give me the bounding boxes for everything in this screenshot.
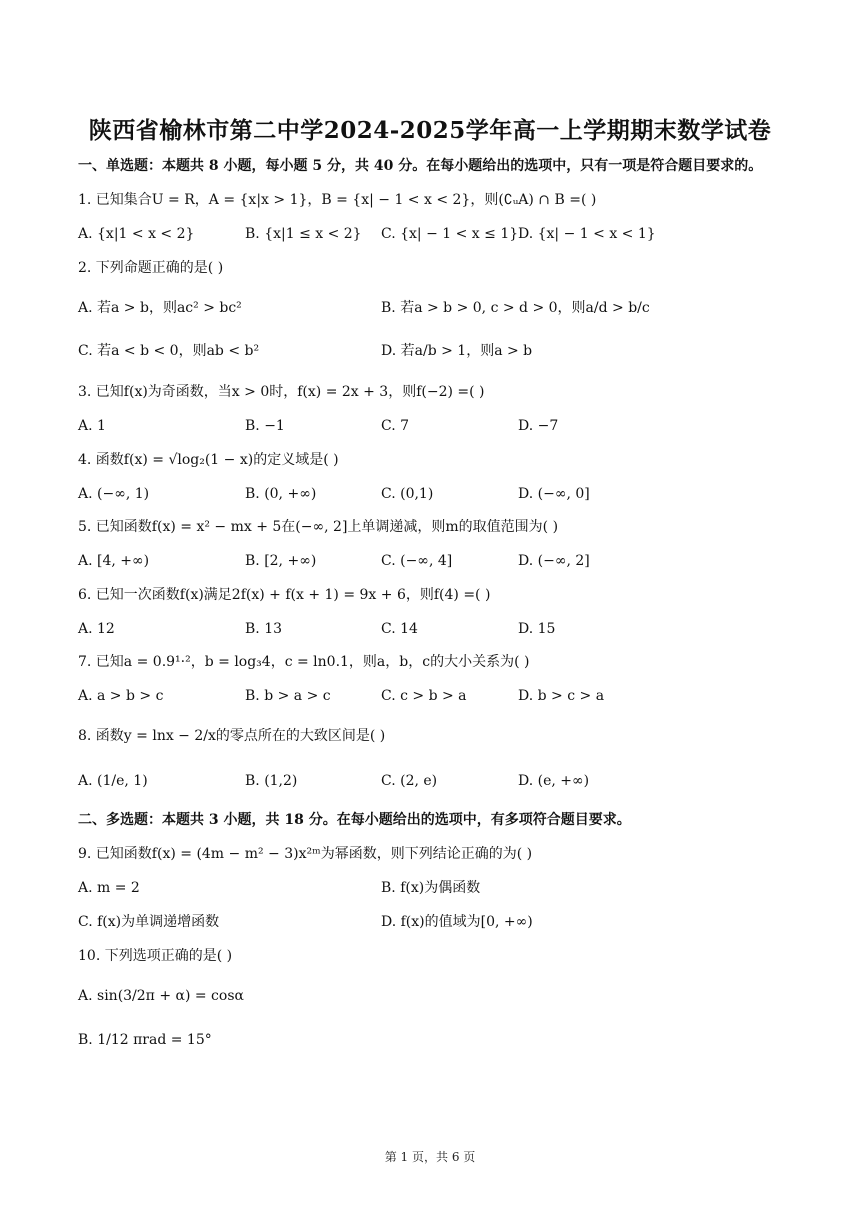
question-3-option-b: B. −1 [245,418,285,434]
question-1-option-d: D. {x| − 1 < x < 1} [518,226,656,242]
question-4-option-b: B. (0, +∞) [245,486,317,502]
question-6-option-c: C. 14 [381,621,418,637]
question-9-option-a: A. m = 2 [78,880,140,896]
question-9-stem: 9. 已知函数f(x) = (4m − m² − 3)x²ᵐ为幂函数，则下列结论正确的为( ) [78,846,533,862]
question-2-option-b: B. 若a > b > 0, c > d > 0，则a/d > b/c [381,300,650,316]
question-9-option-c: C. f(x)为单调递增函数 [78,914,220,930]
question-2-stem: 2. 下列命题正确的是( ) [78,260,224,276]
question-3-option-a: A. 1 [78,418,106,434]
question-8-option-b: B. (1,2) [245,773,298,789]
question-10-option-b: B. 1/12 πrad = 15° [78,1032,212,1048]
question-10-option-a: A. sin(3/2π + α) = cosα [78,988,244,1004]
question-6-option-a: A. 12 [78,621,115,637]
question-6-option-b: B. 13 [245,621,283,637]
question-2-option-d: D. 若a/b > 1，则a > b [381,343,533,359]
section-heading-single-choice: 一、单选题：本题共 8 小题，每小题 5 分，共 40 分。在每小题给出的选项中，只有一项是符合题目要求的。 [78,158,763,174]
question-9-option-d: D. f(x)的值域为[0, +∞) [381,914,533,930]
question-4-stem: 4. 函数f(x) = √log₂(1 − x)的定义域是( ) [78,452,339,468]
question-7-option-a: A. a > b > c [78,688,164,704]
question-5-stem: 5. 已知函数f(x) = x² − mx + 5在(−∞, 2]上单调递减，则m的取值范围为( ) [78,519,559,535]
question-2-option-a: A. 若a > b，则ac² > bc² [78,300,242,316]
question-1-option-c: C. {x| − 1 < x ≤ 1} [381,226,519,242]
question-5-option-d: D. (−∞, 2] [518,553,590,569]
question-5-option-b: B. [2, +∞) [245,553,317,569]
question-7-option-b: B. b > a > c [245,688,331,704]
question-8-stem: 8. 函数y = lnx − 2/x的零点所在的大致区间是( ) [78,728,386,744]
question-4-option-d: D. (−∞, 0] [518,486,590,502]
question-3-stem: 3. 已知f(x)为奇函数，当x > 0时，f(x) = 2x + 3，则f(−2) =( ) [78,384,485,400]
question-4-option-a: A. (−∞, 1) [78,486,150,502]
question-8-option-a: A. (1/e, 1) [78,773,148,789]
question-7-option-c: C. c > b > a [381,688,467,704]
question-6-stem: 6. 已知一次函数f(x)满足2f(x) + f(x + 1) = 9x + 6，则f(4) =( ) [78,587,491,603]
question-8-option-d: D. (e, +∞) [518,773,590,789]
section-heading-multiple-choice: 二、多选题：本题共 3 小题，共 18 分。在每小题给出的选项中，有多项符合题目要求。 [78,812,631,828]
page-footer: 第 1 页，共 6 页 [384,1150,476,1164]
question-2-option-c: C. 若a < b < 0，则ab < b² [78,343,260,359]
question-6-option-d: D. 15 [518,621,556,637]
question-8-option-c: C. (2, e) [381,773,438,789]
question-3-option-d: D. −7 [518,418,559,434]
question-5-option-c: C. (−∞, 4] [381,553,453,569]
question-4-option-c: C. (0,1) [381,486,434,502]
question-1-option-a: A. {x|1 < x < 2} [78,226,195,242]
question-9-option-b: B. f(x)为偶函数 [381,880,481,896]
question-1-stem: 1. 已知集合U = R，A = {x|x > 1}，B = {x| − 1 < x < 2}，则(∁ᵤA) ∩ B =( ) [78,192,597,208]
question-1-option-b: B. {x|1 ≤ x < 2} [245,226,362,242]
page-title: 陕西省榆林市第二中学2024-2025学年高一上学期期末数学试卷 [88,117,772,144]
question-7-option-d: D. b > c > a [518,688,605,704]
question-5-option-a: A. [4, +∞) [78,553,150,569]
question-10-stem: 10. 下列选项正确的是( ) [78,948,233,964]
question-7-stem: 7. 已知a = 0.9¹·²，b = log₃4，c = ln0.1，则a，b，c的大小关系为( ) [78,654,530,670]
question-3-option-c: C. 7 [381,418,410,434]
